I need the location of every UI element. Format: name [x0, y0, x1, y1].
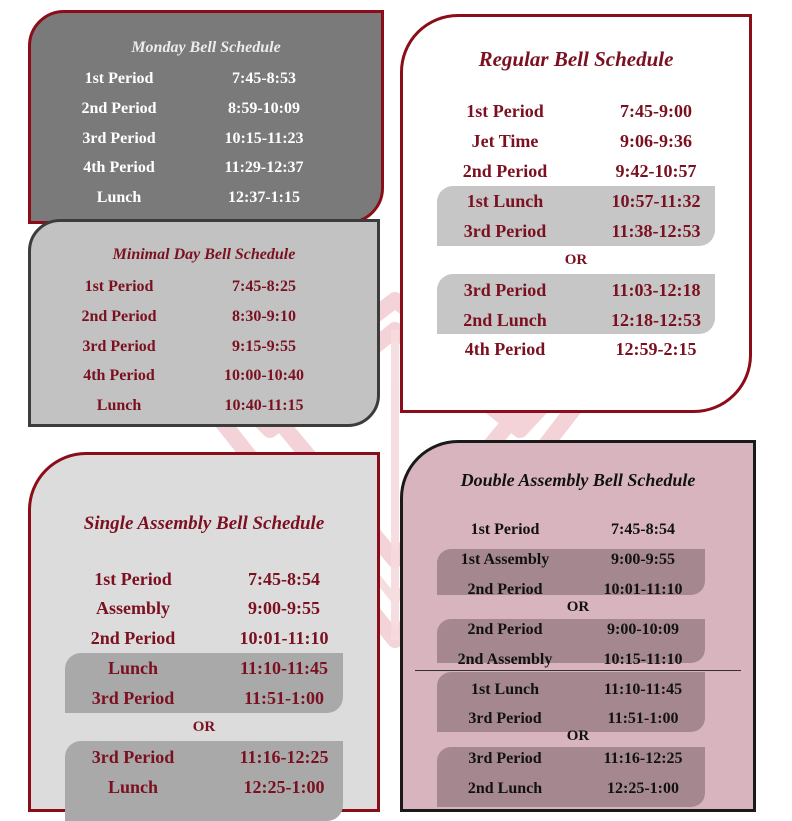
schedule-row	[31, 565, 377, 593]
schedule-row	[403, 276, 749, 304]
schedule-row	[403, 217, 749, 245]
period-time: 12:25-1:00	[607, 780, 679, 797]
period-time: 10:00-10:40	[224, 367, 304, 384]
period-label: 2nd Period	[467, 581, 543, 598]
period-label: 3rd Period	[82, 338, 156, 355]
schedule-row	[31, 154, 381, 182]
period-label: 3rd Period	[463, 280, 547, 300]
schedule-row	[31, 743, 377, 771]
period-time: 9:15-9:55	[232, 338, 296, 355]
schedule-row	[403, 97, 749, 125]
schedule-row	[403, 646, 753, 674]
schedule-row	[31, 594, 377, 622]
schedule-row	[31, 624, 377, 652]
schedule-row	[31, 333, 377, 361]
period-label: 1st Period	[470, 521, 540, 538]
period-time: 7:45-8:25	[232, 278, 296, 295]
period-time: 10:40-11:15	[224, 397, 304, 414]
period-label: 4th Period	[83, 159, 155, 176]
schedule-row	[31, 392, 377, 420]
period-label: Lunch	[96, 397, 142, 414]
period-time: 7:45-8:53	[232, 70, 296, 87]
period-time: 12:37-1:15	[228, 189, 300, 206]
or-separator: OR	[564, 252, 588, 268]
period-time: 11:16-12:25	[603, 750, 683, 767]
period-label: 4th Period	[464, 339, 546, 359]
minimal-title: Minimal Day Bell Schedule	[112, 246, 296, 263]
period-time: 8:59-10:09	[228, 100, 300, 117]
period-label: 1st Lunch	[470, 681, 540, 698]
period-label: 2nd Period	[90, 628, 176, 648]
schedule-row	[31, 684, 377, 712]
period-label: 1st Lunch	[466, 191, 544, 211]
period-label: 2nd Lunch	[463, 310, 547, 330]
regular-title: Regular Bell Schedule	[478, 47, 674, 71]
period-time: 11:16-12:25	[239, 747, 329, 767]
schedule-row	[31, 65, 381, 93]
period-label: 2nd Period	[81, 100, 157, 117]
period-time: 7:45-8:54	[611, 521, 675, 538]
period-time: 11:51-1:00	[244, 688, 324, 708]
period-time: 8:30-9:10	[232, 308, 296, 325]
schedule-row	[403, 616, 753, 644]
monday-title: Monday Bell Schedule	[131, 39, 281, 56]
period-time: 12:25-1:00	[243, 777, 325, 797]
period-label: 1st Period	[84, 278, 154, 295]
schedule-row	[403, 306, 749, 334]
schedule-row	[31, 303, 377, 331]
period-time: 7:45-8:54	[248, 569, 320, 589]
period-time: 10:01-11:10	[239, 628, 329, 648]
period-time: 9:00-9:55	[611, 551, 675, 568]
period-time: 11:10-11:45	[240, 658, 328, 678]
period-time: 11:10-11:45	[603, 681, 683, 698]
period-label: 1st Period	[94, 569, 172, 589]
period-time: 9:42-10:57	[615, 161, 697, 181]
period-time: 10:15-11:10	[603, 651, 683, 668]
period-label: 3rd Period	[468, 710, 542, 727]
period-label: Lunch	[107, 777, 159, 797]
schedule-row	[403, 335, 749, 363]
period-label: 3rd Period	[463, 221, 547, 241]
schedule-row	[31, 125, 381, 153]
period-label: Jet Time	[471, 131, 539, 151]
period-time: 12:59-2:15	[615, 339, 697, 359]
single-assembly-schedule-card	[28, 452, 380, 812]
period-time: 11:29-12:37	[224, 159, 304, 176]
period-label: 1st Period	[84, 70, 154, 87]
period-time: 10:15-11:23	[224, 130, 304, 147]
period-label: 2nd Assembly	[457, 651, 553, 668]
monday-schedule-card	[28, 10, 384, 224]
schedule-row	[403, 157, 749, 185]
period-label: 2nd Period	[462, 161, 548, 181]
schedule-row	[31, 184, 381, 212]
or-separator: OR	[566, 599, 590, 615]
or-separator: OR	[566, 728, 590, 744]
double-title: Double Assembly Bell Schedule	[460, 470, 696, 490]
regular-schedule-card	[400, 14, 752, 413]
period-label: 2nd Period	[81, 308, 157, 325]
period-label: 3rd Period	[82, 130, 156, 147]
period-label: Lunch	[96, 189, 142, 206]
period-label: Assembly	[95, 598, 171, 618]
period-time: 10:01-11:10	[603, 581, 683, 598]
period-label: 2nd Period	[467, 621, 543, 638]
period-time: 11:38-12:53	[611, 221, 701, 241]
schedule-row	[403, 676, 753, 704]
schedule-row	[31, 273, 377, 301]
schedule-row	[403, 516, 753, 544]
schedule-row	[403, 127, 749, 155]
period-time: 9:00-10:09	[607, 621, 679, 638]
schedule-row	[31, 95, 381, 123]
schedule-row	[31, 773, 377, 801]
period-time: 9:00-9:55	[248, 598, 320, 618]
or-separator: OR	[192, 719, 216, 735]
period-label: Lunch	[107, 658, 159, 678]
period-label: 3rd Period	[91, 747, 175, 767]
period-time: 11:51-1:00	[607, 710, 679, 727]
period-time: 7:45-9:00	[620, 101, 692, 121]
period-time: 12:18-12:53	[611, 310, 701, 330]
double-assembly-schedule-card	[400, 440, 756, 812]
period-label: 3rd Period	[468, 750, 542, 767]
period-label: 4th Period	[83, 367, 155, 384]
single-title: Single Assembly Bell Schedule	[83, 513, 325, 534]
schedule-row	[403, 745, 753, 773]
period-label: 1st Assembly	[460, 551, 550, 568]
period-label: 3rd Period	[91, 688, 175, 708]
period-label: 1st Period	[466, 101, 544, 121]
period-time: 11:03-12:18	[611, 280, 701, 300]
schedule-row	[31, 654, 377, 682]
period-time: 9:06-9:36	[620, 131, 692, 151]
schedule-row	[31, 362, 377, 390]
minimal-day-schedule-card	[28, 219, 380, 427]
period-time: 10:57-11:32	[611, 191, 701, 211]
schedule-row	[403, 187, 749, 215]
period-label: 2nd Lunch	[467, 780, 543, 797]
schedule-row	[403, 546, 753, 574]
schedule-row	[403, 775, 753, 803]
